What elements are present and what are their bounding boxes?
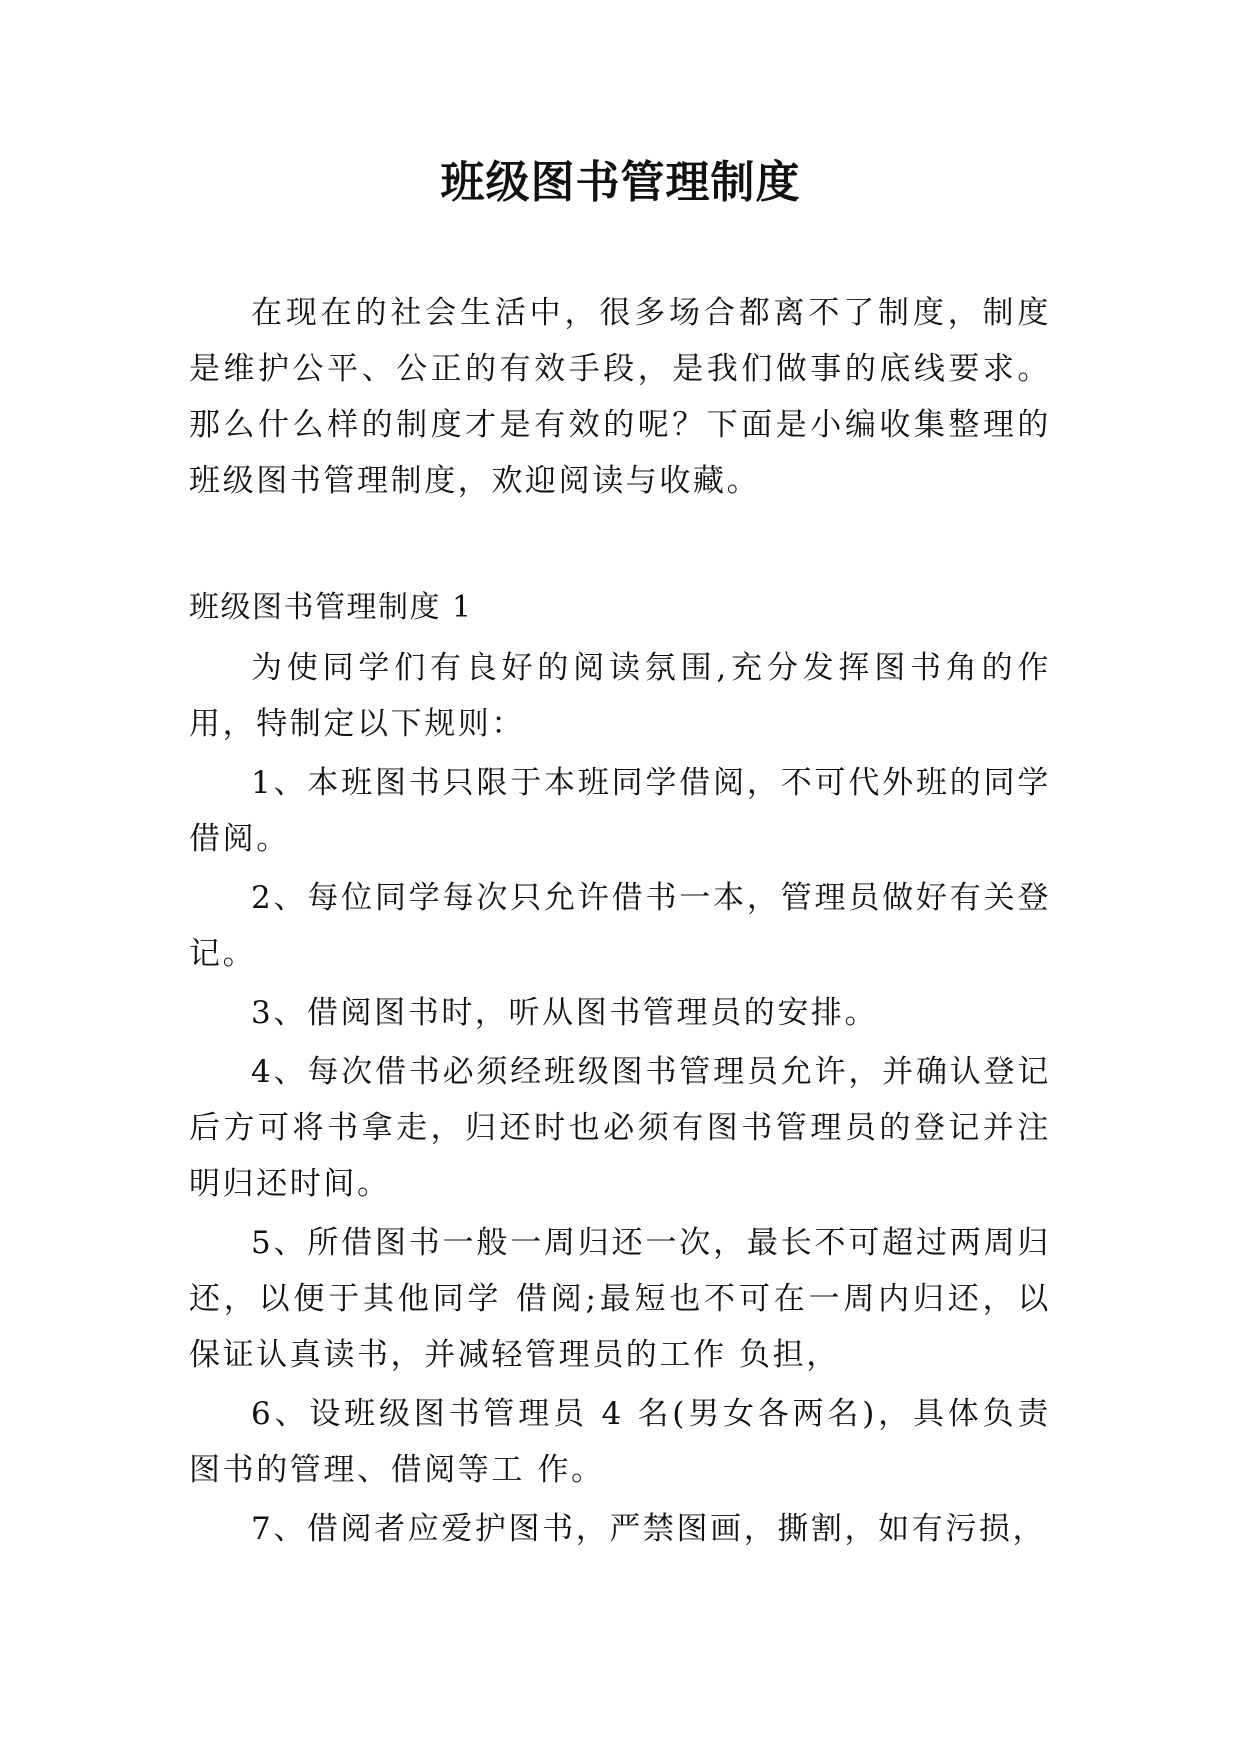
rule-item-6: 6、设班级图书管理员 4 名(男女各两名)，具体负责图书的管理、借阅等工 作。 xyxy=(189,1396,1051,1488)
intro-paragraph: 在现在的社会生活中，很多场合都离不了制度，制度是维护公平、公正的有效手段，是我们做事的底线要求。那么什么样的制度才是有效的呢？下面是小编收集整理的班级图书管理制度，欢迎阅读与收藏。 xyxy=(189,295,1051,499)
rule-item-4: 4、每次借书必须经班级图书管理员允许，并确认登记后方可将书拿走，归还时也必须有图书管理员的登记并注明归还时间。 xyxy=(189,1054,1051,1202)
rule-item-7: 7、借阅者应爱护图书，严禁图画，撕割，如有污损， xyxy=(251,1511,1047,1547)
preamble-paragraph: 为使同学们有良好的阅读氛围,充分发挥图书角的作用，特制定以下规则： xyxy=(189,650,1051,742)
rule-item-5: 5、所借图书一般一周归还一次，最长不可超过两周归还，以便于其他同学 借阅;最短也不可在一周内归还，以保证认真读书，并减轻管理员的工作 负担， xyxy=(189,1225,1051,1373)
rule-item-1: 1、本班图书只限于本班同学借阅，不可代外班的同学借阅。 xyxy=(189,765,1051,857)
rule-item-2: 2、每位同学每次只允许借书一本，管理员做好有关登记。 xyxy=(189,880,1051,972)
rules-section xyxy=(189,640,1051,1560)
section-heading: 班级图书管理制度 1 xyxy=(189,590,473,625)
document-title: 班级图书管理制度 xyxy=(440,157,801,208)
rule-item-3: 3、借阅图书时，听从图书管理员的安排。 xyxy=(251,995,879,1031)
intro-section xyxy=(189,285,1051,509)
